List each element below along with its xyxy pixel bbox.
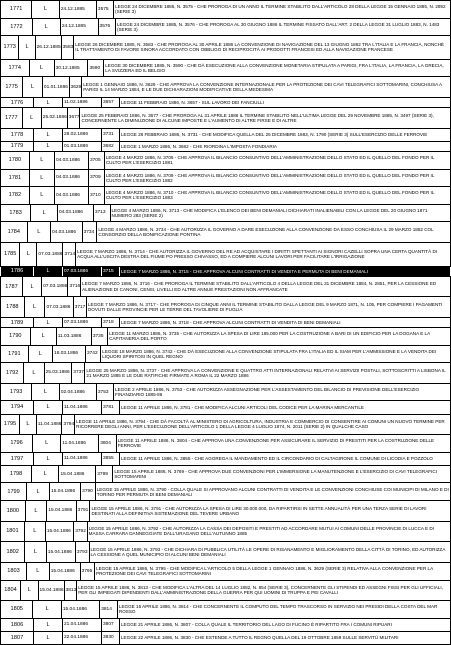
record-type: L bbox=[33, 267, 62, 276]
record-code: 3717 bbox=[73, 297, 86, 317]
table-row bbox=[0, 521, 451, 542]
record-description: LEGGE 7 MARZO 1886, N. 3718 - CHE APPROVA ALCUNI CONTRATTI DI VENDITA DI BENI DEMANIALI bbox=[119, 318, 451, 327]
record-date: 07.03.1886 bbox=[36, 243, 62, 266]
table-row bbox=[0, 345, 451, 363]
record-type: L bbox=[24, 522, 45, 542]
record-type: L bbox=[32, 435, 60, 452]
record-date: 07.03.1886 bbox=[62, 318, 101, 327]
record-number: 1771 bbox=[0, 1, 31, 18]
record-date: 11.04.1886 bbox=[62, 453, 101, 465]
record-number: 1786 bbox=[0, 267, 33, 276]
record-date: 15.04.1886 bbox=[45, 522, 73, 542]
record-description: LEGGE 24 DICEMBRE 1885, N. 3576 - CHE PROROGA AL 30 GIUGNO 1886 IL TERMINE FISSATO DALL'ART. 2 DELLA LEGGE 31 LUGLIO 1883, N. 1483 (SERIE 3) bbox=[115, 19, 451, 36]
record-code: 3629 bbox=[69, 77, 82, 97]
record-number: 1783 bbox=[0, 205, 30, 222]
record-number: 1803 bbox=[0, 563, 26, 580]
record-type: L bbox=[29, 60, 54, 77]
record-date: 15.04.1886 bbox=[46, 542, 75, 562]
record-date: 07.03.1886 bbox=[41, 277, 67, 297]
table-row bbox=[0, 151, 451, 169]
record-description: LEGGE 11 APRILE 1886, N. 3855 - CHE AGGREGA IL MANDAMENTO ED IL CIRCONDARIO DI CALTAGIRONE IL COMUNE DI LICODIA E POZZOLO bbox=[119, 453, 451, 465]
record-number: 1772 bbox=[0, 19, 32, 36]
record-type: L bbox=[22, 77, 42, 97]
table-row bbox=[0, 317, 451, 327]
record-date: 11.04.1886 bbox=[60, 435, 98, 452]
record-date: 25.02.1886 bbox=[41, 108, 67, 128]
record-number: 1806 bbox=[0, 619, 33, 631]
record-date: 01.03.1886 bbox=[62, 142, 101, 151]
record-number: 1780 bbox=[0, 152, 29, 169]
record-number: 1779 bbox=[0, 142, 33, 151]
record-type: L bbox=[26, 563, 49, 580]
record-number: 1782 bbox=[0, 187, 29, 204]
record-description: LEGGE 7 MARZO 1886, N. 3715 - CHE APPROVA ALCUNI CONTRATTI DI VENDITA E PERMUTA DI BENI DEMANIALI bbox=[119, 267, 451, 276]
table-row bbox=[0, 482, 451, 500]
record-number: 1805 bbox=[0, 601, 32, 618]
record-description: LEGGE 11 APRILE 1886, N. 3794 - CHE DÀ FACOLTÀ AL MINISTERO DI AGRICOLTURA, INDUSTRIA E COMMERCIO DI CONSENTIRE AI COMUNI UN NUOVO TERMINE PER RICORRERE DEGLI ANNI, PER L'ESECUZIONE DELL'ARTICOLO 1 DELLA LEGGE 4 LUGLIO 1874, N. 2011 (SERIE 2) IN QUALCHE CASO bbox=[74, 415, 451, 435]
record-description: LEGGE 7 MARZO 1886, N. 3714 - CHE AUTORIZZA IL GOVERNO DEL RE AD ACQUISTARE I DIRITTI SPETTANTI AI SIGNORI CAZELLI SOPRA UNA CERTA QUANTITÀ DI ACQUA ALL'USCITA DESTRA DEL FIUME PO PRESSO CHIVASSO, ED A COMPIERE ALCUNI LAVORI PER FACILITARE L'IRRIGAZIONE bbox=[75, 243, 451, 266]
record-code: 3715 bbox=[101, 267, 119, 276]
record-date: 11.03.1886 bbox=[56, 328, 91, 345]
table-row bbox=[0, 296, 451, 317]
table-row bbox=[0, 500, 451, 521]
record-description: LEGGE 7 MARZO 1886, N. 3716 - CHE PROROGA IL TERMINE STABILITO DALL'ARTICOLO 4 DELLA LEGGE DEL 31 DICEMBRE 1884, N. 2851, PER LA CESSIONE ED ALIENAZIONE DI CANONI, CENSI, LIVELLI ED ALTRE ANNUE PRESTAZIONI NON AFFRANCATE bbox=[80, 277, 451, 297]
record-code: 3813 bbox=[64, 581, 77, 601]
table-row bbox=[0, 580, 451, 601]
record-type: L bbox=[28, 346, 52, 363]
record-date: 15.04.1886 bbox=[38, 581, 64, 601]
record-date: 11.04.1886 bbox=[36, 415, 62, 435]
record-number: 1802 bbox=[0, 542, 24, 562]
record-number: 1775 bbox=[0, 77, 22, 97]
record-number: 1787 bbox=[0, 277, 22, 297]
record-date: 04.03.1886 bbox=[57, 205, 93, 222]
record-type: L bbox=[19, 243, 36, 266]
table-row bbox=[0, 141, 451, 151]
record-type: L bbox=[33, 142, 62, 151]
table-row bbox=[0, 266, 451, 276]
record-description: LEGGE 4 MARZO 1886, N. 3734 - CHE AUTORIZZA IL GOVERNO A DARE ESECUZIONE ALLA CONVENZIONE DA ESSO CONCHIUSA IL 29 MARZO 1882 COL CONSORZIO DELLA BONIFICAZIONE PONTINA bbox=[96, 222, 451, 242]
record-number: 1804 bbox=[0, 581, 20, 601]
record-number: 1796 bbox=[0, 435, 32, 452]
record-date: 24.12.1885 bbox=[60, 19, 98, 36]
record-number: 1807 bbox=[0, 632, 33, 644]
record-code: 3790 bbox=[80, 483, 95, 500]
record-type: L bbox=[29, 187, 54, 204]
table-row bbox=[0, 631, 451, 645]
record-code: 3705 bbox=[88, 152, 104, 169]
table-row bbox=[0, 128, 451, 141]
table-row bbox=[0, 362, 451, 383]
record-number: 1784 bbox=[0, 222, 27, 242]
table-row bbox=[0, 600, 451, 618]
table-row bbox=[0, 465, 451, 483]
record-type: L bbox=[31, 466, 58, 483]
record-number: 1792 bbox=[0, 363, 23, 383]
record-type: L bbox=[23, 363, 43, 383]
table-row bbox=[0, 383, 451, 401]
record-number: 1795 bbox=[0, 415, 19, 435]
record-type: L bbox=[18, 36, 34, 59]
record-number: 1773 bbox=[0, 36, 18, 59]
record-date: 15.04.1886 bbox=[58, 466, 95, 483]
record-type: L bbox=[29, 152, 54, 169]
record-description: LEGGE 25 MARZO 1886, N. 3737 - CHE APPROVA LA CONVENZIONE E QUATTRO ATTI INTERNAZIONALI RELATIVI AI SERVIZII POSTALI, SOTTOSCRITTI A LISBONA IL 21 MARZO 1885 E LE DUE RATIFICHE FIRMATE A ROMA IL 22 MARZO 1886 bbox=[84, 363, 451, 383]
record-code: 3716 bbox=[67, 277, 80, 297]
record-code: 3737 bbox=[71, 363, 84, 383]
table-row bbox=[0, 204, 451, 222]
record-code: 3794 bbox=[61, 415, 74, 435]
record-type: L bbox=[22, 277, 41, 297]
record-description: LEGGE 2 APRILE 1886, N. 3753 - CHE AUTORIZZA ASSEGNAZIONE PER L'ASSESTAMENTO DEL BILANCIO DI PREVISIONE DELL'ESERCIZIO FINANZIARIO 1885-86 bbox=[113, 384, 451, 401]
record-code: 3792 bbox=[73, 522, 86, 542]
record-description: LEGGE 1 GENNAIO 1886, N. 3629 - CHE APPROVA LA CONVENZIONE INTERNAZIONALE PER LA PROTEZIONE DEI CAVI TELEGRAFICI SOTTOMARINI, CONCHIUSA A PARIGI IL 14 MARZO 1884, E LE DUE DICHIARAZIONI MODIFICATIVE DELLA MEDESIMA bbox=[81, 77, 451, 97]
table-row bbox=[0, 276, 451, 297]
record-type: L bbox=[31, 1, 59, 18]
record-type: L bbox=[33, 98, 62, 107]
table-row bbox=[0, 186, 451, 204]
record-date: 04.03.1886 bbox=[54, 187, 88, 204]
record-type: L bbox=[33, 619, 62, 631]
table-row bbox=[0, 242, 451, 266]
record-code: 3795 bbox=[80, 563, 94, 580]
record-code: 3682 bbox=[101, 142, 119, 151]
record-type: L bbox=[26, 483, 49, 500]
record-code: 3793 bbox=[75, 542, 89, 562]
record-date: 02.04.1886 bbox=[59, 384, 96, 401]
record-number: 1800 bbox=[0, 501, 25, 521]
record-description: LEGGE 30 DICEMBRE 1885, N. 3590 - CHE DÀ ESECUZIONE ALLA CONVENZIONE MONETARIA STIPULATA A PARIGI, FRA L'ITALIA, LA FRANCIA, LA GRECIA, LA SVIZZERA ED IL BELGIO bbox=[103, 60, 451, 77]
record-description: LEGGE 15 APRILE 1886, N. 3789 - CHE APPROVA DUE CONVENZIONI PER L'IMMERSIONE LA MANUTENZIONE E L'ESERCIZIO DI CAVI TELEGRAFICI SOTTOMARINI bbox=[112, 466, 451, 483]
table-row bbox=[0, 221, 451, 242]
record-date: 15.04.1886 bbox=[46, 501, 75, 521]
record-description: LEGGE 15 APRILE 1886, N. 3795 - CHE MODIFICA L'ARTICOLO 5 DELLA LEGGE 1 GENNAIO 1886, N. 3629 (SERIE 3) RELATIVA ALLA CONVENZIONE PER LA PROTEZIONE DEI CAVI TELEGRAFICI SOTTOMARINI bbox=[94, 563, 451, 580]
record-number: 1776 bbox=[0, 98, 33, 107]
record-number: 1781 bbox=[0, 170, 29, 187]
record-description: LEGGE 11 FEBBRAIO 1886, N. 3657 - SUL LAVORO DEI FANCIULLI bbox=[119, 98, 451, 107]
record-date: 04.03.1886 bbox=[54, 152, 88, 169]
record-description: LEGGE 1 MARZO 1886, N. 3682 - CHE RIORDINA L'IMPOSTA FONDIARIA bbox=[119, 142, 451, 151]
record-date: 15.04.1886 bbox=[49, 563, 80, 580]
record-description: LEGGE 15 APRILE 1886, N. 3790 - COLLA QUALE SI APPROVANO ALCUNI CONTRATTI DI VENDITA E LE CONVENZIONI CONCHIUSE COI MUNICIPI DI MILANO E DI TORINO PER PERMUTA DI BENI DEMANIALI bbox=[95, 483, 451, 500]
record-code: 3677 bbox=[67, 108, 80, 128]
table-row bbox=[0, 452, 451, 465]
record-code: 3731 bbox=[101, 129, 119, 141]
record-code: 3657 bbox=[101, 98, 119, 107]
record-description: LEGGE 24 DICEMBRE 1885, N. 3575 - CHE PROROGA DI UN ANNO IL TERMINE STABILITO DALL'ARTICOLO 28 DELLA LEGGE 15 GENNAIO 1885, N. 2892 (SERIE 3) bbox=[113, 1, 451, 18]
record-number: 1777 bbox=[0, 108, 22, 128]
record-date: 11.04.1886 bbox=[62, 401, 101, 413]
record-date: 24.12.1885 bbox=[59, 1, 96, 18]
record-code: 3791 bbox=[76, 501, 90, 521]
record-code: 3807 bbox=[101, 619, 119, 631]
record-description: LEGGE 28 FEBBRAIO 1886, N. 3731 - CHE MODIFICA QUELLA DEL 25 DICEMBRE 1883, N. 1790 (SERIE 3) SULL'ESERCIZIO DELLE FERROVIE bbox=[119, 129, 451, 141]
record-description: LEGGE 15 APRILE 1886, N. 3791 - CHE AUTORIZZA LA SPESA DI LIRE 30.000.000, DA RIPARTIRSI IN SETTE ANNUALITÀ PER UNA TERZA SERIE DI LAVORI DESTINATI ALLA DEFINITIVA SISTEMAZIONE DEL TEVERE URBANO bbox=[89, 501, 451, 521]
record-number: 1798 bbox=[0, 466, 31, 483]
record-code: 3734 bbox=[82, 222, 97, 242]
record-description: LEGGE 4 MARZO 1886, N. 3709 - CHE APPROVA IL BILANCIO CONSUNTIVO DELL'AMMINISTRAZIONE DELLO STATO ED IL QUELLO DEL FONDO PER IL CULTO PER L'ESERCIZIO 1882 bbox=[104, 170, 451, 187]
record-date: 11.02.1886 bbox=[62, 98, 101, 107]
record-description: LEGGE 15 APRILE 1886, N. 3793 - CHE DICHIARA DI PUBBLICA UTILITÀ LE OPERE DI RISANAMENTO E MIGLIORAMENTO DELLA CITTÀ DI TORINO, ED AUTORIZZA LA CESSIONE A QUEL MUNICIPIO DI ALCUNI BENI DEMANIALI bbox=[89, 542, 451, 562]
record-type: L bbox=[19, 415, 36, 435]
record-code: 3590 bbox=[87, 60, 103, 77]
record-type: L bbox=[24, 297, 45, 317]
record-code: 3718 bbox=[101, 318, 119, 327]
record-number: 1794 bbox=[0, 401, 33, 413]
record-code: 3583 bbox=[61, 36, 74, 59]
record-date: 15.04.1886 bbox=[49, 483, 80, 500]
record-description: LEGGE 11 APRILE 1886, N. 3781 - CHE MODIFICA ALCUNI ARTICOLI DEL CODICE PER LA MARINA MERCANTILE bbox=[119, 401, 451, 413]
record-code: 3576 bbox=[98, 19, 115, 36]
table-row bbox=[0, 0, 451, 18]
record-number: 1791 bbox=[0, 346, 28, 363]
record-date: 21.04.1886 bbox=[62, 619, 101, 631]
table-row bbox=[0, 59, 451, 77]
record-date: 01.01.1886 bbox=[42, 77, 69, 97]
record-description: LEGGE 25 FEBBRAIO 1886, N. 3677 - CHE PROROGA AL 31 APRILE 1886 IL TERMINE STABILITO NELL'ULTIMA LEGGE DEL 29 NOVEMBRE 1885, N. 3497 (SERIE 3), CONCERNENTE LA DIMINUZIONE DI ALCUNE IMPOSTE E L'AUMENTO DI ALTRE FIRSE E DI ALTRE bbox=[79, 108, 451, 128]
table-row bbox=[0, 562, 451, 580]
record-description: LEGGE 11 APRILE 1886, N. 3804 - CHE APPROVA UNA CONVENZIONE PER ASSICURARE IL SERVIZIO DI PRESTITI PER LA COSTRUZIONE DELLE FERROVIE bbox=[116, 435, 451, 452]
record-number: 1801 bbox=[0, 522, 24, 542]
record-code: 3710 bbox=[88, 187, 104, 204]
record-code: 3742 bbox=[85, 346, 100, 363]
record-description: LEGGE 21 APRILE 1886, N. 3807 - COLLA QUALE IL TERRITORIO DEL LAGO DI FUCINO È RIPARTITO FRA I COMUNI RIPUARI bbox=[119, 619, 451, 631]
record-type: L bbox=[32, 601, 60, 618]
record-type: L bbox=[33, 318, 62, 327]
record-number: 1797 bbox=[0, 453, 33, 465]
record-type: L bbox=[33, 129, 62, 141]
record-date: 07.03.1886 bbox=[62, 267, 101, 276]
record-code: 3789 bbox=[95, 466, 112, 483]
record-description: LEGGE 4 MARZO 1886, N. 3713 - CHE MODIFICA L'ELENCO DEI BENI DEMANIALI DICHIARATI INALIENABILI CON LA LEGGE DEL 20 GIUGNO 1871 NUMERO 283 (SERIE 2) bbox=[110, 205, 451, 222]
record-description: LEGGE 7 MARZO 1886, N. 3717 - CHE PROROGA DI CINQUE ANNI IL TERMINE STABILITO DALLA LEGGE DEL 9 MARZO 1871, N. 105, PER COMPIERE I PAGAMENTI DOVUTI DALLE PROVINCIE PER LE TERRE DEL TAVOLIERE DI PUGLIA bbox=[86, 297, 451, 317]
record-code: 3575 bbox=[96, 1, 113, 18]
record-date: 07.03.1886 bbox=[44, 297, 72, 317]
record-description: LEGGE 22 APRILE 1886, N. 3830 - CHE ESTENDE A TUTTO IL REGNO QUELLA DEL 19 OTTOBRE 1859 SULLE SERVITÙ MILITARI bbox=[119, 632, 451, 644]
record-date: 25.03.1886 bbox=[44, 363, 72, 383]
record-code: 3709 bbox=[88, 170, 104, 187]
table-row bbox=[0, 618, 451, 631]
record-number: 1788 bbox=[0, 297, 24, 317]
table-row bbox=[0, 169, 451, 187]
table-row bbox=[0, 18, 451, 36]
record-number: 1785 bbox=[0, 243, 19, 266]
record-description: LEGGE 4 MARZO 1886, N. 3710 - CHE APPROVA IL BILANCIO CONSUNTIVO DELL'AMMINISTRAZIONE DELLO STATO ED IL QUELLO DEL FONDO PER IL CULTO PER L'ESERCIZIO 1883 bbox=[104, 187, 451, 204]
record-date: 18.03.1886 bbox=[52, 346, 85, 363]
table-row bbox=[0, 541, 451, 562]
record-description: LEGGE 15 APRILE 1886, N. 3814 - CHE CONCERNENTE IL COMPUTO DEL TEMPO TRASCORSO IN SERVIZIO NEI PRESIDI DELLA COSTA DEL MAR ROSSO bbox=[117, 601, 451, 618]
record-type: L bbox=[27, 222, 50, 242]
record-type: L bbox=[33, 632, 62, 644]
record-code: 3714 bbox=[62, 243, 75, 266]
record-type: L bbox=[29, 170, 54, 187]
table-row bbox=[0, 97, 451, 107]
record-type: L bbox=[33, 453, 62, 465]
record-type: L bbox=[30, 205, 57, 222]
table-row bbox=[0, 414, 451, 435]
record-description: LEGGE 4 MARZO 1886, N. 3705 - CHE APPROVA IL BILANCIO CONSUNTIVO DELL'AMMINISTRAZIONE DELLO STATO ED IL QUELLO DEL FONDO PER IL CULTO PER L'ESERCIZIO 1881 bbox=[104, 152, 451, 169]
table-row bbox=[0, 107, 451, 128]
record-code: 3830 bbox=[101, 632, 119, 644]
table-row bbox=[0, 434, 451, 452]
record-date: 30.12.1885 bbox=[54, 60, 88, 77]
record-type: L bbox=[32, 19, 60, 36]
record-date: 28.02.1886 bbox=[62, 129, 101, 141]
record-code: 3735 bbox=[91, 328, 107, 345]
record-description: LEGGE 11 MARZO 1886, N. 3735 - CHE AUTORIZZA LA SPESA DI LIRE 185.000 PER LA COSTRUZIONE A BARI DI UN EDIFICIO PER LA DOGANA E LA CAPITANERIA DEL PORTO bbox=[107, 328, 451, 345]
record-description: LEGGE 15 APRILE 1886, N. 3813 - CHE MODIFICA L'ALTRA DEL 14 LUGLIO 1882, N. 854 (SERIE 3), CONCERNENTE GLI STIPENDI ED ASSEGNI FISSI PER GLI UFFICIALI, PER GLI IMPIEGATI DIPENDENTI DALL'AMMINISTRAZIONE DELLA GUERRA PER QUI UOMINI DI TRUPPA E PEI CAVALLI bbox=[76, 581, 451, 601]
record-description: LEGGE 26 DICEMBRE 1885, N. 3583 - CHE PROROGA AL 30 APRILE 1886 LA CONVENZIONE DI NAVIGAZIONE DEL 13 GIUGNO 1862 TRA L'ITALIA E LA FRANCIA, NONCHÉ IL TRATTAMENTO DI FAVORE SINORA ACCORDATO CON OBBLIGO DI RECIPROCITÀ AI PRODOTTI FRANCESI ED ALLA NAVIGAZIONE FRANCESE bbox=[73, 36, 451, 59]
record-date: 26.12.1885 bbox=[35, 36, 61, 59]
record-type: L bbox=[25, 501, 47, 521]
record-number: 1774 bbox=[0, 60, 29, 77]
record-description: LEGGE 15 APRILE 1886, N. 3792 - CHE AUTORIZZA LA CASSA DEI DEPOSITI E PRESTITI AD ACCORDARE MUTUI AI COMUNI DELLE PROVINCIE DI LUCCA E DI MASSA CARRARA DANNEGGIATE DALL'URAGANO DELL'AUTUNNO 1885 bbox=[87, 522, 451, 542]
record-code: 3804 bbox=[98, 435, 116, 452]
record-code: 3814 bbox=[99, 601, 117, 618]
record-number: 1790 bbox=[0, 328, 30, 345]
record-type: L bbox=[22, 108, 41, 128]
record-type: L bbox=[33, 401, 62, 413]
record-type: L bbox=[20, 581, 38, 601]
record-date: 22.04.1886 bbox=[62, 632, 101, 644]
record-description: LEGGE 18 MARZO 1886, N. 3742 - CHE DÀ ESECUZIONE ALLA CONVENZIONE STIPULATA FRA L'ITALIA ED IL SIAM PER L'AMMISSIONE E LA VENDITA DEI LIQUORI SPIRITOSI IN QUEL REGNO bbox=[100, 346, 451, 363]
record-number: 1799 bbox=[0, 483, 26, 500]
record-number: 1789 bbox=[0, 318, 33, 327]
record-type: L bbox=[31, 384, 59, 401]
table-row bbox=[0, 76, 451, 97]
record-code: 3753 bbox=[96, 384, 113, 401]
table-row bbox=[0, 35, 451, 59]
record-number: 1778 bbox=[0, 129, 33, 141]
table-row bbox=[0, 327, 451, 345]
record-code: 3781 bbox=[101, 401, 119, 413]
record-type: L bbox=[30, 328, 56, 345]
record-code: 3855 bbox=[101, 453, 119, 465]
table-row bbox=[0, 400, 451, 413]
record-date: 04.03.1886 bbox=[50, 222, 82, 242]
record-type: L bbox=[24, 542, 45, 562]
record-date: 15.04.1886 bbox=[61, 601, 99, 618]
record-date: 04.03.1886 bbox=[54, 170, 88, 187]
record-number: 1793 bbox=[0, 384, 31, 401]
record-code: 3713 bbox=[93, 205, 110, 222]
